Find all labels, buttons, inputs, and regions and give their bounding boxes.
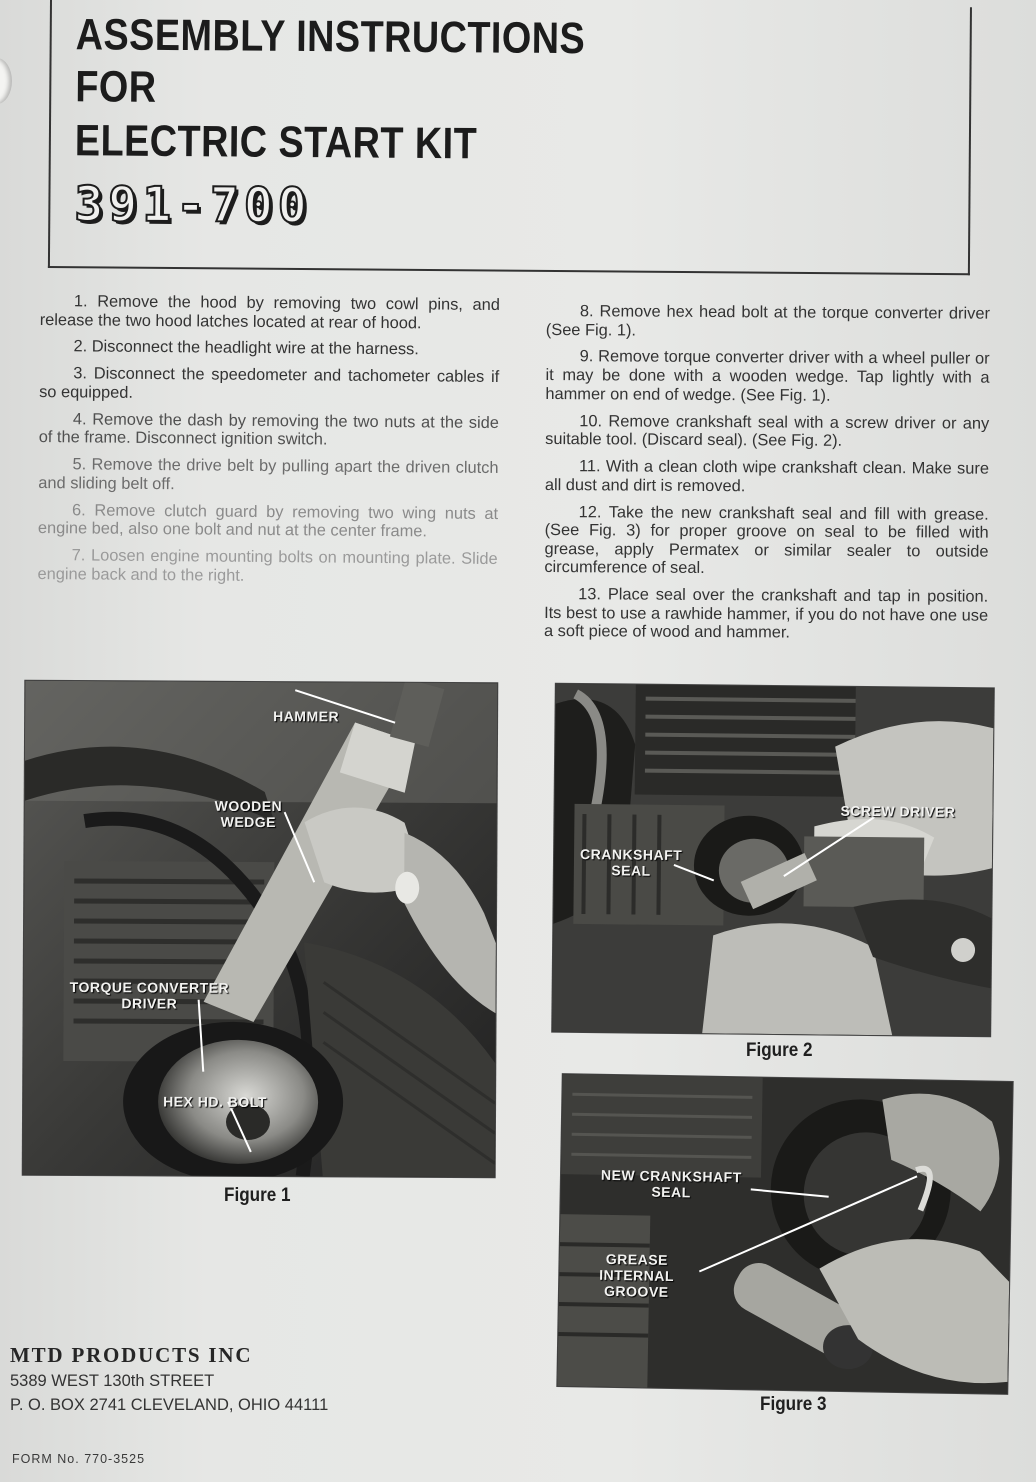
figure-3-label-grease-groove <box>599 1251 675 1300</box>
figure-3-label-groove: GROOVE <box>603 1282 669 1300</box>
step-12: 12. Take the new crankshaft seal and fill with grease. (See Fig. 3) for proper groove on seal to be filled with grease, apply Permatex or similar sealer to outside circumference of seal. <box>544 502 989 578</box>
figure-1-label-torque-converter <box>70 979 230 1012</box>
figure-2-label-crankshaft: CRANKSHAFT <box>579 845 683 864</box>
figure-3-caption: Figure 3 <box>760 1394 827 1415</box>
figure-2-label-screw-driver: SCREW DRIVER <box>840 802 956 820</box>
figure-3-label-seal: SEAL <box>651 1183 691 1201</box>
company-address-block <box>10 1343 328 1416</box>
figure-2-label-crankshaft-seal <box>580 846 683 879</box>
title-line-1: ASSEMBLY INSTRUCTIONS <box>75 10 586 64</box>
kit-number: 391-700 <box>74 176 312 235</box>
step-8: 8. Remove hex head bolt at the torque converter driver (See Fig. 1). <box>545 302 990 340</box>
figure-2-label-seal: SEAL <box>611 862 651 879</box>
figure-3-label-new-seal <box>601 1167 742 1201</box>
step-10: 10. Remove crankshaft seal with a screw driver or any suitable tool. (Discard seal). (See Fig. 2). <box>545 411 990 450</box>
figure-1-caption: Figure 1 <box>224 1185 291 1206</box>
title-box <box>48 0 972 275</box>
figure-2-photo <box>552 684 994 1037</box>
company-name: MTD PRODUCTS INC <box>10 1343 253 1367</box>
figure-3-photo <box>557 1074 1012 1394</box>
steps-left-column <box>37 292 500 596</box>
figure-3-label-internal: INTERNAL <box>599 1266 675 1285</box>
figure-1-label-hex-bolt: HEX HD. BOLT <box>163 1093 267 1111</box>
company-street: 5389 WEST 130th STREET <box>10 1372 215 1390</box>
title-line-2: FOR <box>75 62 157 112</box>
figure-1-label-hammer: HAMMER <box>273 708 340 725</box>
step-4: 4. Remove the dash by removing the two nuts at the side of the frame. Disconnect ignition switch. <box>38 410 499 449</box>
figure-3-label-new-crankshaft: NEW CRANKSHAFT <box>600 1166 742 1186</box>
step-2: 2. Disconnect the headlight wire at the harness. <box>73 337 419 359</box>
figure-3-label-grease: GREASE <box>605 1250 669 1268</box>
step-11: 11. With a clean cloth wipe crankshaft clean. Make sure all dust and dirt is removed. <box>544 457 990 495</box>
company-po-box: P. O. BOX 2741 CLEVELAND, OHIO 44111 <box>10 1396 329 1414</box>
step-13: 13. Place seal over the crankshaft and tap in position. Its best to use a rawhide hammer, if you do not have one use a soft piece of wood and hammer. <box>543 585 989 642</box>
step-5: 5. Remove the drive belt by pulling apart the driven clutch and sliding belt off. <box>38 455 499 494</box>
figure-1-label-torque: TORQUE CONVERTER <box>69 979 230 996</box>
steps-right-column <box>544 302 990 652</box>
step-7: 7. Loosen engine mounting bolts on mounting plate. Slide engine back and to the right. <box>37 546 498 585</box>
step-3: 3. Disconnect the speedometer and tachometer cables if so equipped. <box>39 364 500 402</box>
title-line-3: ELECTRIC START KIT <box>74 116 478 169</box>
step-6: 6. Remove clutch guard by removing two wing nuts at engine bed, also one bolt and nut at the center frame. <box>37 501 499 541</box>
figure-1-label-wooden-wedge <box>215 798 283 830</box>
figure-3-image <box>557 1074 1012 1394</box>
step-9: 9. Remove torque converter driver with a wheel puller or it may be done with a wooden wedge. Tap lightly with a hammer on end of wedge. (See Fig. 1). <box>545 347 990 405</box>
step-1: 1. Remove the hood by removing two cowl pins, and release the two hood latches located at rear of hood. <box>39 292 500 332</box>
figure-1-label-wedge: WEDGE <box>220 813 277 831</box>
form-number: FORM No. 770-3525 <box>12 1452 146 1466</box>
figure-1-label-wooden: WOODEN <box>214 797 283 815</box>
figure-1-label-driver: DRIVER <box>121 995 178 1012</box>
figure-1-photo <box>23 681 498 1177</box>
figure-2-caption: Figure 2 <box>746 1040 813 1061</box>
